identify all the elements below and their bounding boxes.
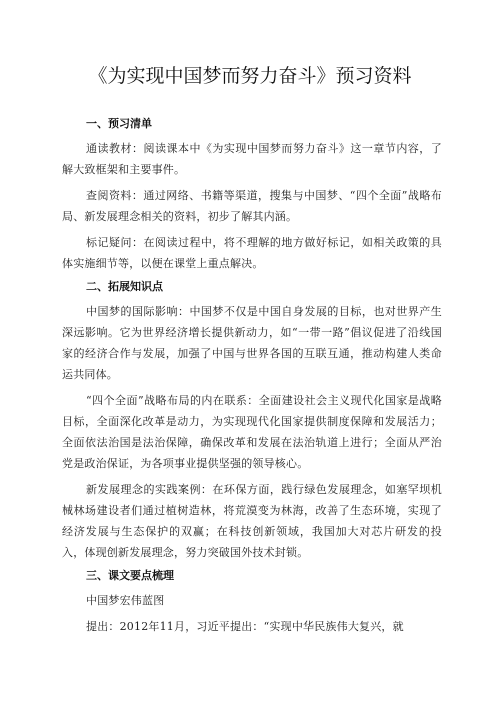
document-title: 《为实现中国梦而努力奋斗》预习资料 — [88, 65, 412, 87]
document-body — [62, 116, 442, 642]
paragraph-new-development-concept: 新发展理念的实践案例：在环保方面，践行绿色发展理念，如塞罕坝机械林场建设者们通过植树造林，将荒漠变为林海，改善了生态环境，实现了经济发展与生态保护的双赢；在科技创新领域，我国加大对芯片研发的投入，体现创新发展理念，努力突破国外技术封锁。 — [62, 483, 442, 559]
paragraph-four-comprehensives: “四个全面”战略布局的内在联系：全面建设社会主义现代化国家是战略目标，全面深化改革是动力，为实现现代化国家提供制度保障和发展活力；全面依法治国是法治保障，确保改革和发展在法治轨道上进行；全面从严治党是政治保证，为各项事业提供坚强的领导核心。 — [62, 394, 442, 470]
section-heading-checklist: 一、预习清单 — [86, 117, 152, 130]
paragraph-mark-questions: 标记疑问：在阅读过程中，将不理解的地方做好标记，如相关政策的具体实施细节等，以便在课堂上重点解决。 — [62, 236, 442, 270]
section-heading-key-points: 三、课文要点梳理 — [86, 569, 174, 582]
paragraph-international-influence: 中国梦的国际影响：中国梦不仅是中国自身发展的目标，也对世界产生深远影响。它为世界经济增长提供新动力，如“一带一路”倡议促进了沿线国家的经济合作与发展，加强了中国与世界各国的互联互通，推动构建人类命运共同体。 — [62, 305, 442, 381]
paragraph-proposal: 提出：2012年11月，习近平提出：“实现中华民族伟大复兴，就 — [86, 620, 404, 633]
paragraph-read-textbook: 通读教材：阅读课本中《为实现中国梦而努力奋斗》这一章节内容，了解大致框架和主要事件。 — [62, 142, 442, 176]
paragraph-look-up-materials: 查阅资料：通过网络、书籍等渠道，搜集与中国梦、“四个全面”战略布局、新发展理念相关的资料，初步了解其内涵。 — [62, 189, 442, 223]
section-heading-extended-knowledge: 二、拓展知识点 — [86, 280, 163, 293]
paragraph-blueprint: 中国梦宏伟蓝图 — [86, 594, 165, 607]
